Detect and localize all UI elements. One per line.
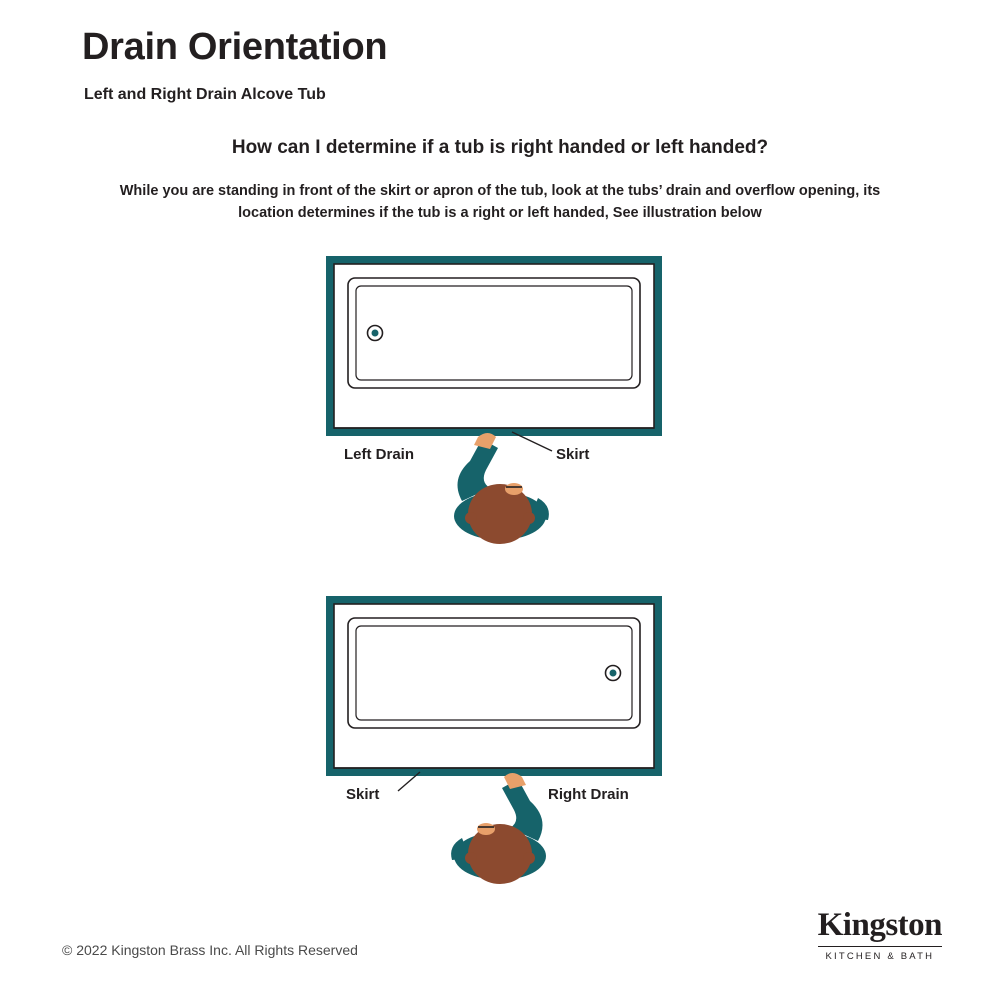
person-hair-detail xyxy=(477,823,495,835)
tub-basin xyxy=(348,278,640,388)
person-hair-detail xyxy=(505,483,523,495)
label-left-drain: Left Drain xyxy=(344,446,415,463)
drain-center xyxy=(372,330,379,337)
drain-center xyxy=(610,670,617,677)
page-subtitle: Left and Right Drain Alcove Tub xyxy=(84,86,326,103)
label-skirt-bottom: Skirt xyxy=(346,786,380,803)
person-head xyxy=(468,824,532,884)
tub-basin xyxy=(348,618,640,728)
person-ear-left xyxy=(465,852,477,864)
diagram-right-drain xyxy=(0,586,1000,906)
question-heading: How can I determine if a tub is right handed or left handed? xyxy=(231,137,769,158)
brand-logo-tagline: KITCHEN & BATH xyxy=(825,951,935,962)
brand-logo xyxy=(818,909,942,962)
person-figure xyxy=(451,773,546,884)
person-ear-left xyxy=(465,512,477,524)
person-ear-right xyxy=(523,852,535,864)
copyright-text: © 2022 Kingston Brass Inc. All Rights Reserved xyxy=(62,942,358,958)
explanation-text: While you are standing in front of the skirt or apron of the tub, look at the tubs’ drain and overflow opening, its location determines if the tub is a right or left handed, See illustration below xyxy=(119,183,881,222)
left-drain-illustration xyxy=(0,246,1000,566)
label-right-drain: Right Drain xyxy=(548,786,629,803)
page-title: Drain Orientation xyxy=(82,26,388,68)
brand-logo-name: Kingston xyxy=(817,907,942,943)
right-drain-illustration xyxy=(0,586,1000,906)
person-figure xyxy=(454,433,549,544)
person-ear-right xyxy=(523,512,535,524)
brand-logo-divider xyxy=(818,946,942,947)
diagram-left-drain xyxy=(0,246,1000,566)
label-skirt-top: Skirt xyxy=(556,446,590,463)
person-head xyxy=(468,484,532,544)
